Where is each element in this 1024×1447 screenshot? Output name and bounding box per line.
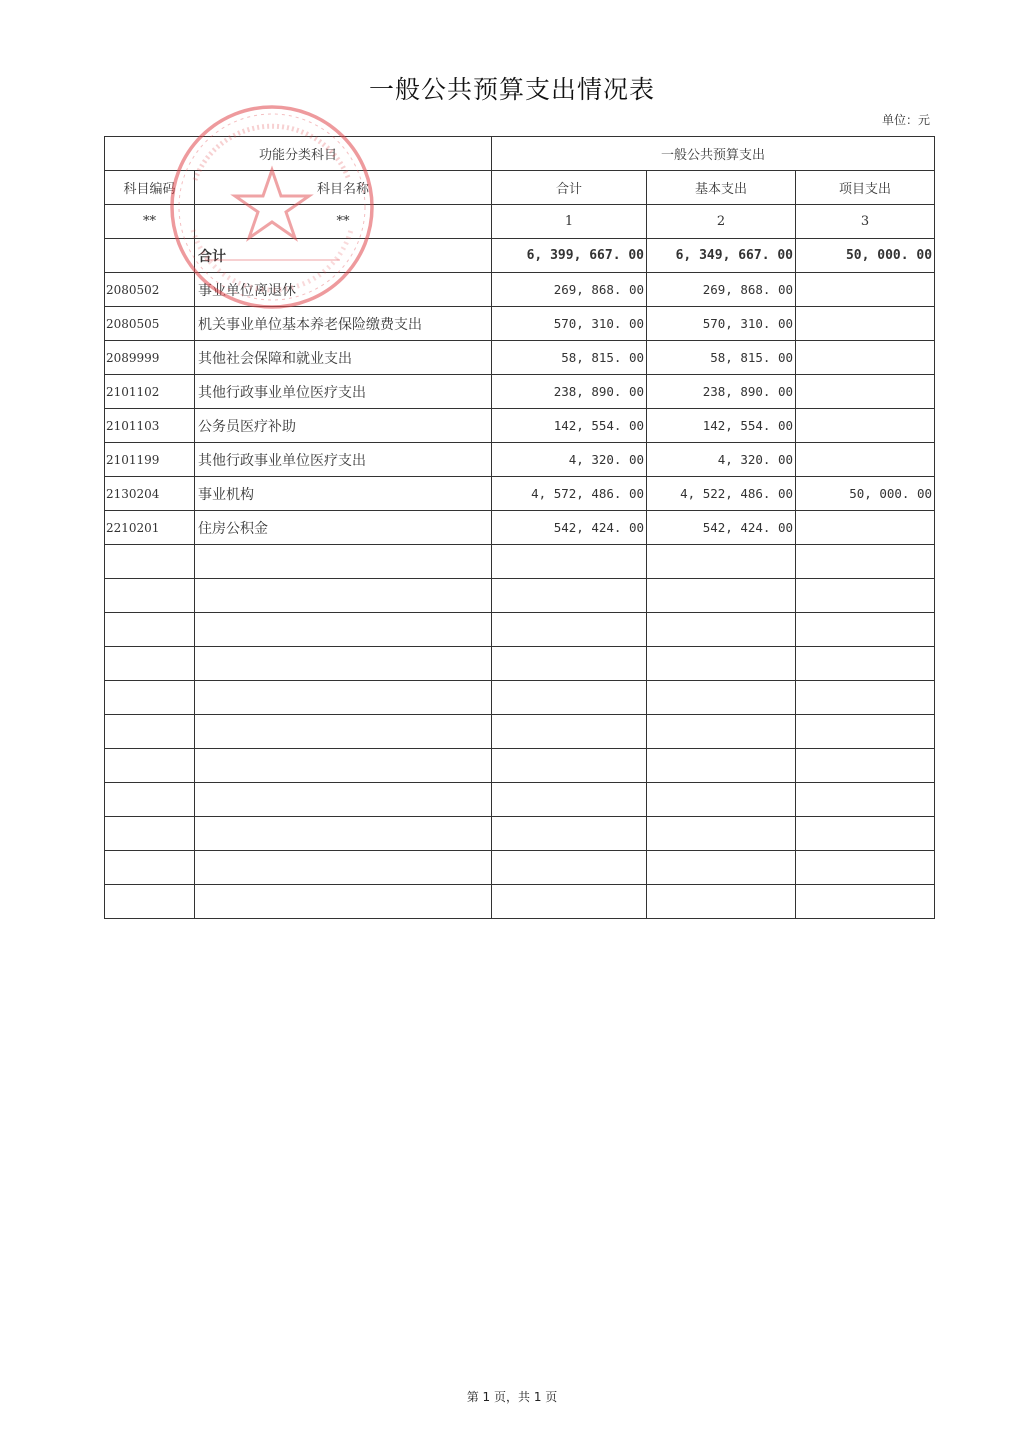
row-basic: 4, 522, 486. 00 <box>647 477 796 511</box>
empty-cell <box>647 851 796 885</box>
empty-cell <box>105 817 195 851</box>
total-row <box>105 239 935 273</box>
row-code: 2080502 <box>105 273 195 307</box>
empty-cell <box>492 715 647 749</box>
row-name: 事业机构 <box>195 477 492 511</box>
page-title: 一般公共预算支出情况表 <box>368 75 655 104</box>
table-row <box>105 375 935 409</box>
total-amount: 6, 399, 667. 00 <box>492 239 647 273</box>
index-code: ** <box>105 205 195 239</box>
total-code-cell <box>105 239 195 273</box>
row-name: 其他行政事业单位医疗支出 <box>195 375 492 409</box>
empty-cell <box>492 749 647 783</box>
empty-row <box>105 545 935 579</box>
row-name: 机关事业单位基本养老保险缴费支出 <box>195 307 492 341</box>
empty-cell <box>105 749 195 783</box>
header-group-left: 功能分类科目 <box>105 137 492 171</box>
empty-cell <box>796 783 935 817</box>
row-total: 238, 890. 00 <box>492 375 647 409</box>
empty-cell <box>195 885 492 919</box>
empty-cell <box>647 749 796 783</box>
empty-cell <box>796 579 935 613</box>
table-row <box>105 511 935 545</box>
empty-row <box>105 817 935 851</box>
empty-cell <box>105 681 195 715</box>
empty-cell <box>647 681 796 715</box>
empty-cell <box>195 579 492 613</box>
empty-cell <box>796 613 935 647</box>
empty-cell <box>492 681 647 715</box>
empty-cell <box>796 647 935 681</box>
row-project <box>796 409 935 443</box>
row-project <box>796 307 935 341</box>
row-total: 4, 572, 486. 00 <box>492 477 647 511</box>
total-basic: 6, 349, 667. 00 <box>647 239 796 273</box>
empty-cell <box>105 545 195 579</box>
row-code: 2089999 <box>105 341 195 375</box>
empty-row <box>105 851 935 885</box>
empty-cell <box>796 715 935 749</box>
empty-cell <box>105 885 195 919</box>
empty-cell <box>796 749 935 783</box>
row-project: 50, 000. 00 <box>796 477 935 511</box>
empty-cell <box>195 749 492 783</box>
empty-cell <box>105 851 195 885</box>
row-project <box>796 511 935 545</box>
header-col-name: 科目名称 <box>195 171 492 205</box>
empty-cell <box>796 817 935 851</box>
empty-cell <box>195 647 492 681</box>
row-basic: 269, 868. 00 <box>647 273 796 307</box>
empty-cell <box>195 545 492 579</box>
table-row <box>105 273 935 307</box>
row-code: 2080505 <box>105 307 195 341</box>
header-col-code: 科目编码 <box>105 171 195 205</box>
empty-cell <box>796 681 935 715</box>
empty-cell <box>195 681 492 715</box>
empty-row <box>105 715 935 749</box>
index-project: 3 <box>796 205 935 239</box>
page-footer: 第 1 页，共 1 页 <box>466 1390 558 1404</box>
row-project <box>796 341 935 375</box>
header-group-right: 一般公共预算支出 <box>492 137 935 171</box>
row-basic: 238, 890. 00 <box>647 375 796 409</box>
table-row <box>105 409 935 443</box>
empty-cell <box>647 783 796 817</box>
row-project <box>796 375 935 409</box>
empty-row <box>105 681 935 715</box>
header-col-project: 项目支出 <box>796 171 935 205</box>
empty-cell <box>195 817 492 851</box>
row-name: 事业单位离退休 <box>195 273 492 307</box>
empty-cell <box>492 817 647 851</box>
empty-cell <box>492 579 647 613</box>
row-total: 570, 310. 00 <box>492 307 647 341</box>
row-total: 142, 554. 00 <box>492 409 647 443</box>
empty-cell <box>105 647 195 681</box>
empty-cell <box>647 885 796 919</box>
empty-cell <box>195 783 492 817</box>
empty-cell <box>647 613 796 647</box>
empty-cell <box>105 613 195 647</box>
index-name: ** <box>195 205 492 239</box>
empty-cell <box>492 851 647 885</box>
empty-cell <box>492 613 647 647</box>
unit-label: 单位：元 <box>881 113 930 127</box>
header-col-total: 合计 <box>492 171 647 205</box>
empty-cell <box>796 851 935 885</box>
header-index-row <box>105 205 935 239</box>
empty-cell <box>492 545 647 579</box>
row-code: 2210201 <box>105 511 195 545</box>
row-code: 2130204 <box>105 477 195 511</box>
empty-cell <box>647 817 796 851</box>
row-basic: 570, 310. 00 <box>647 307 796 341</box>
header-column-row <box>105 171 935 205</box>
row-name: 其他社会保障和就业支出 <box>195 341 492 375</box>
table-row <box>105 307 935 341</box>
empty-cell <box>195 613 492 647</box>
total-project: 50, 000. 00 <box>796 239 935 273</box>
empty-cell <box>647 647 796 681</box>
header-col-basic: 基本支出 <box>647 171 796 205</box>
row-name: 其他行政事业单位医疗支出 <box>195 443 492 477</box>
empty-row <box>105 579 935 613</box>
index-basic: 2 <box>647 205 796 239</box>
table-row <box>105 341 935 375</box>
empty-cell <box>647 545 796 579</box>
row-code: 2101103 <box>105 409 195 443</box>
row-total: 542, 424. 00 <box>492 511 647 545</box>
total-label: 合计 <box>195 239 492 273</box>
row-name: 公务员医疗补助 <box>195 409 492 443</box>
empty-cell <box>796 545 935 579</box>
row-project <box>796 273 935 307</box>
empty-cell <box>492 647 647 681</box>
empty-cell <box>105 783 195 817</box>
empty-cell <box>492 885 647 919</box>
empty-row <box>105 647 935 681</box>
empty-cell <box>647 579 796 613</box>
row-basic: 142, 554. 00 <box>647 409 796 443</box>
row-project <box>796 443 935 477</box>
index-total: 1 <box>492 205 647 239</box>
row-code: 2101102 <box>105 375 195 409</box>
empty-row <box>105 885 935 919</box>
empty-row <box>105 613 935 647</box>
row-basic: 4, 320. 00 <box>647 443 796 477</box>
table-row <box>105 443 935 477</box>
row-name: 住房公积金 <box>195 511 492 545</box>
empty-cell <box>195 851 492 885</box>
row-total: 269, 868. 00 <box>492 273 647 307</box>
empty-cell <box>492 783 647 817</box>
empty-row <box>105 783 935 817</box>
row-basic: 542, 424. 00 <box>647 511 796 545</box>
empty-cell <box>105 579 195 613</box>
empty-cell <box>105 715 195 749</box>
empty-cell <box>647 715 796 749</box>
row-code: 2101199 <box>105 443 195 477</box>
empty-cell <box>195 715 492 749</box>
row-total: 4, 320. 00 <box>492 443 647 477</box>
header-group-row <box>105 137 935 171</box>
empty-cell <box>796 885 935 919</box>
row-total: 58, 815. 00 <box>492 341 647 375</box>
row-basic: 58, 815. 00 <box>647 341 796 375</box>
budget-table <box>104 136 935 919</box>
empty-row <box>105 749 935 783</box>
table-row <box>105 477 935 511</box>
